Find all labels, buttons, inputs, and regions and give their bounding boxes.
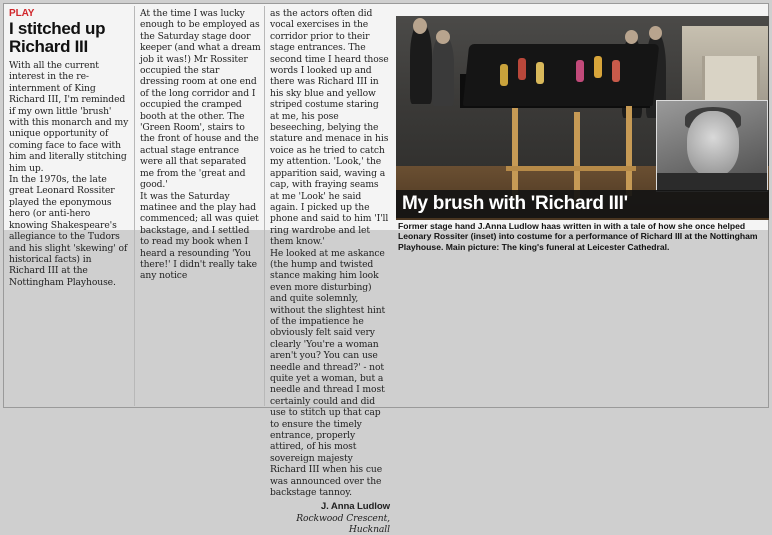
author-address-line: Rockwood Crescent, [296,512,390,524]
leonard-rossiter-inset-photo [656,100,768,192]
column-divider [134,6,135,406]
section-kicker: PLAY [9,8,35,19]
mourner-face [625,30,638,44]
inset-face [687,111,739,177]
mourner-figure [410,24,432,104]
column-divider [264,6,265,406]
embroidered-figure [594,56,602,78]
newspaper-clipping [3,3,769,535]
article-column-2 [140,8,261,282]
embroidered-figure [500,64,508,86]
coffin [463,44,660,106]
body-paragraph: as the actors often did vocal exercises in the corridor prior to their stage entrances. The second time I heard those words I looked up and there was Richard III in his sky blue and yellow striped costume staring at me, his pose beseeching, belying the stature and menace in his voice as he tried to catch my attention. 'Look,' the apparition said, waving a cap, with fraying seams at me 'Look' he said again. I picked up the phone and said to him 'I'll ring wardrobe and let them know.' [270,8,389,248]
article-column-1 [9,8,129,288]
photo-caption: Former stage hand J.Anna Ludlow haas written in with a tale of how she once helped Leonary Rossiter (inset) into costume for a performance of Richard III at the Nottingham Playhouse. Main picture: The king's funeral at Leicester Cathedral. [398,221,758,252]
body-paragraph: With all the current interest in the re-internment of King Richard III, I'm reminded if my own little 'brush' with this monarch and my unique opportunity of coming face to face with him and literally stitching him up. [9,60,129,174]
bier-crossbar [506,166,636,171]
embroidered-figure [612,60,620,82]
body-paragraph: He looked at me askance (the hump and twisted stance making him look even more disturbing) and quite solemnly, without the slightest hint of the impatience he obviously felt said very clearly 'You're a woman aren't you? You can use needle and thread?' - not quite yet a woman, but a needle and thread I most certainly could and did use to stitch up that cap to ensure the timely entrance, properly attired, of his most sovereign majesty Richard III when his cue was announced over the backstage tannoy. [270,247,386,499]
mourner-face [413,18,427,34]
mourner-face [436,30,450,44]
author-address-line: Hucknall [348,523,390,535]
embroidered-figure [518,58,526,80]
mourner-face [649,26,662,40]
body-paragraph: In the 1970s, the late great Leonard Rossiter played the eponymous hero (or anti-hero knowing Shakespeare's allegiance to the Tudors and his slight 'skewing' of historical facts) in Richard III at the Nottingham Playhouse. [9,174,128,288]
photo-banner-title: My brush with 'Richard III' [396,190,769,218]
bier-leg [626,106,632,196]
mourner-figure [432,36,454,106]
embroidered-figure [576,60,584,82]
bier-leg [574,112,580,202]
inset-collar [657,173,767,191]
embroidered-figure [536,62,544,84]
bier-leg [512,108,518,198]
headline: I stitched up Richard III [9,19,106,56]
body-paragraph: It was the Saturday matinee and the play had commenced; all was quiet backstage, and I settled to read my book when I heard a resounding 'You there!' I didn't really take any notice [140,190,259,282]
body-paragraph: At the time I was lucky enough to be employed as the Saturday stage door keeper (and what a dream job it was!) Mr Rossiter occupied the star dressing room at one end of the long corridor and I occupied the cramped booth at the other. The 'Green Room', stairs to the front of house and the actual stage entrance were all that separated me from the 'great and good.' [140,8,261,191]
article-column-3 [270,8,390,535]
author-name: J. Anna Ludlow [320,501,390,513]
